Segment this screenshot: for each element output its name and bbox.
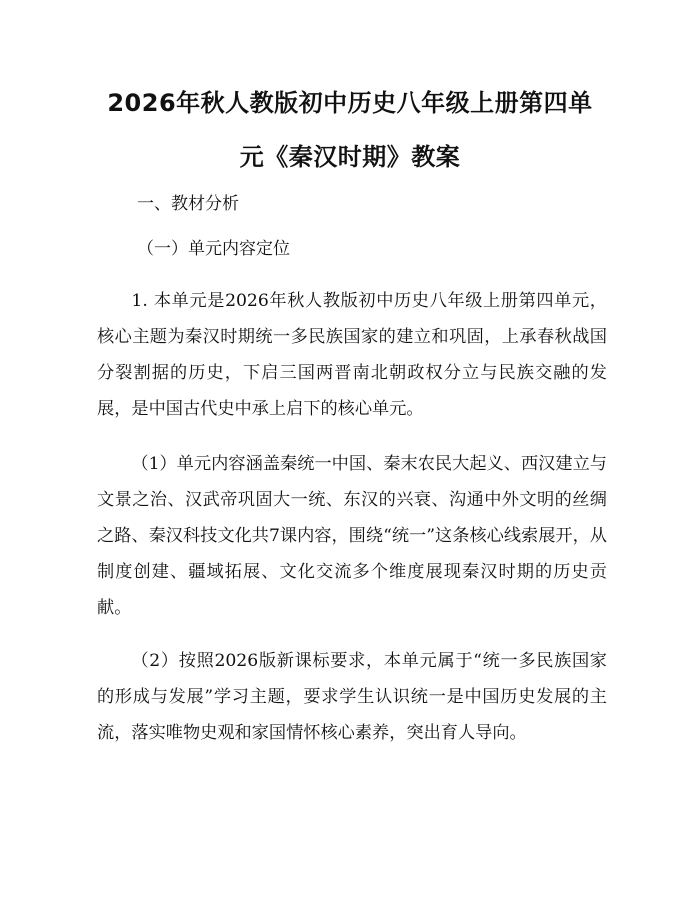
paragraph-unit-overview: 1. 本单元是2026年秋人教版初中历史八年级上册第四单元，核心主题为秦汉时期统一多民族国家的建立和巩固，上承春秋战国分裂割据的历史，下启三国两晋南北朝政权分立与民族交融的发展，是中国古代史中承上启下的核心单元。	[97, 291, 607, 419]
section-heading: 一、教材分析	[137, 194, 239, 214]
subsection-heading: （一）单元内容定位	[137, 239, 290, 259]
paragraph-unit-content: （1）单元内容涵盖秦统一中国、秦末农民大起义、西汉建立与文景之治、汉武帝巩固大一统、东汉的兴衰、沟通中外文明的丝绸之路、秦汉科技文化共7课内容，围绕“统一”这条核心线索展开，从制度创建、疆域拓展、文化交流多个维度展现秦汉时期的历史贡献。	[97, 454, 607, 618]
document-title-line-1: 2026年秋人教版初中历史八年级上册第四单	[107, 89, 593, 117]
paragraph-curriculum-standard: （2）按照2026版新课标要求，本单元属于“统一多民族国家的形成与发展”学习主题，要求学生认识统一是中国历史发展的主流，落实唯物史观和家国情怀核心素养，突出育人导向。	[97, 651, 607, 743]
document-title-line-2: 元《秦汉时期》教案	[239, 143, 461, 171]
